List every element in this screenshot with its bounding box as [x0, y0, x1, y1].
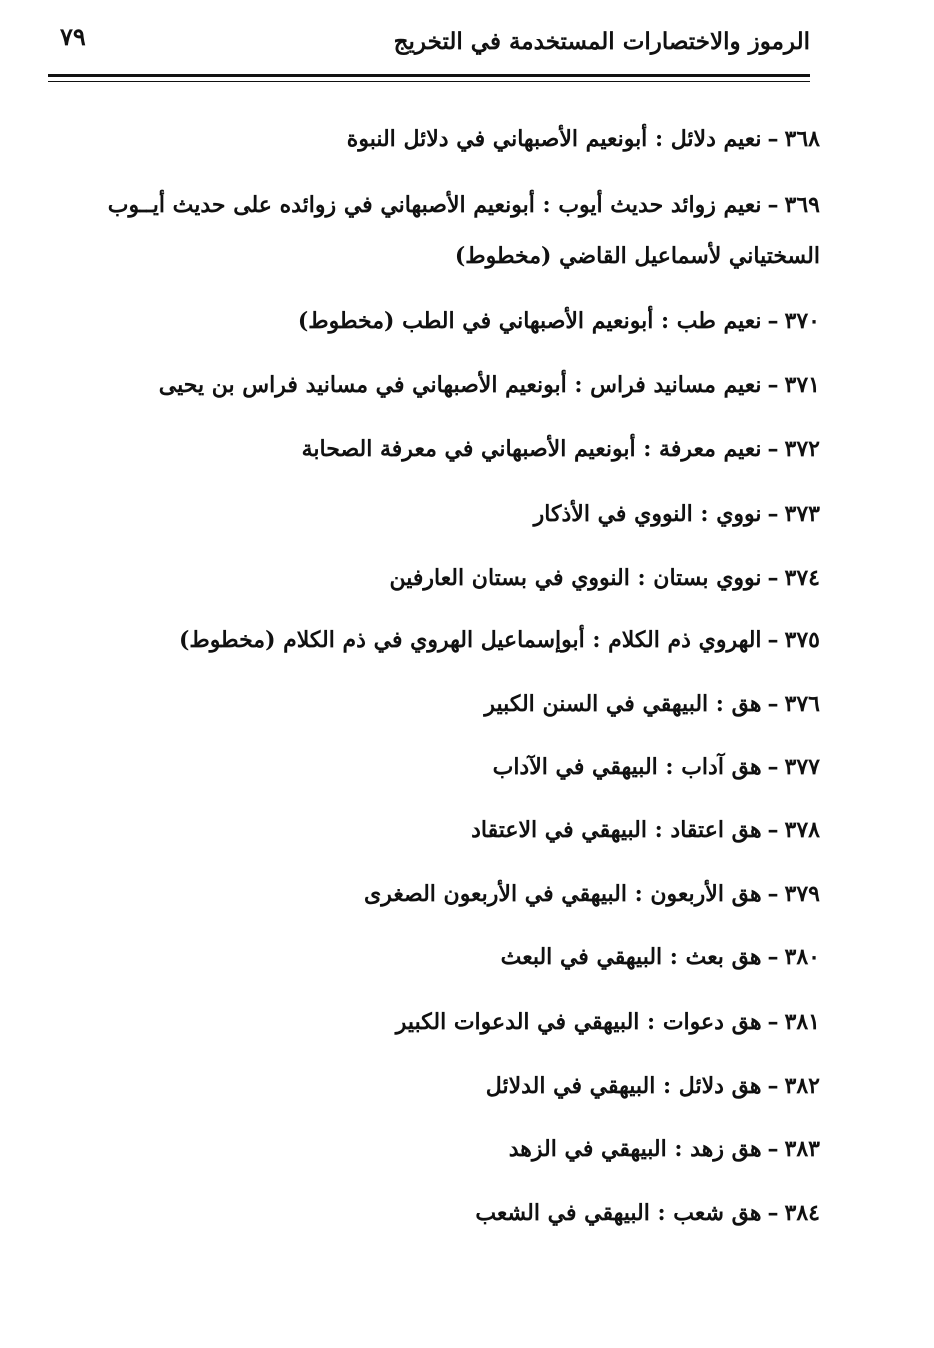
- list-item: [52, 563, 820, 594]
- entry-text: هق زهد : البيهقي في الزهد: [508, 1136, 762, 1162]
- list-item: [52, 879, 820, 910]
- entry-number: ٣٧٧: [784, 754, 820, 780]
- entry-number: ٣٨١: [784, 1009, 820, 1035]
- entry-dash: –: [767, 691, 779, 717]
- list-item: [52, 434, 820, 465]
- entry-number: ٣٦٩: [784, 192, 820, 218]
- entry-text: هق : البيهقي في السنن الكبير: [484, 691, 762, 717]
- list-item: [52, 689, 820, 720]
- list-item: [52, 499, 820, 530]
- entry-dash: –: [767, 754, 779, 780]
- entry-dash: –: [767, 1009, 779, 1035]
- entry-dash: –: [767, 501, 779, 527]
- entry-text: نووي بستان : النووي في بستان العارفين: [389, 565, 762, 591]
- entry-dash: –: [767, 192, 779, 218]
- entry-dash: –: [767, 627, 779, 653]
- entry-dash: –: [767, 817, 779, 843]
- entry-number: ٣٧٢: [784, 436, 820, 462]
- entry-number: ٣٧٤: [784, 565, 820, 591]
- entry-number: ٣٨٠: [784, 944, 820, 970]
- header-rule: [48, 74, 810, 82]
- list-item: [52, 625, 820, 656]
- list-item: [52, 1134, 820, 1165]
- entry-text: هق اعتقاد : البيهقي في الاعتقاد: [471, 817, 762, 843]
- page-number: ٧٩: [60, 22, 86, 51]
- list-item: [52, 1007, 820, 1038]
- list-item: [52, 1071, 820, 1102]
- entry-number: ٣٧٥: [784, 627, 820, 653]
- entry-text: نعيم دلائل : أبونعيم الأصبهاني في دلائل النبوة: [346, 126, 762, 152]
- entry-text: نعيم طب : أبونعيم الأصبهاني في الطب (مخطوط): [297, 308, 762, 334]
- entry-text: هق آداب : البيهقي في الآداب: [492, 754, 762, 780]
- entry-text: نووي : النووي في الأذكار: [533, 501, 762, 527]
- entry-dash: –: [767, 1073, 779, 1099]
- entry-number: ٣٧٦: [784, 691, 820, 717]
- entry-number: ٣٧٩: [784, 881, 820, 907]
- entry-continuation: السختياني لأسماعيل القاضي (مخطوط): [454, 243, 820, 269]
- list-item: [52, 942, 820, 973]
- entry-dash: –: [767, 881, 779, 907]
- entry-number: ٣٧٠: [784, 308, 820, 334]
- entry-number: ٣٦٨: [784, 126, 820, 152]
- entry-dash: –: [767, 1200, 779, 1226]
- header-title: الرموز والاختصارات المستخدمة في التخريج: [393, 28, 810, 55]
- entry-number: ٣٧٨: [784, 817, 820, 843]
- list-item: [52, 1198, 820, 1229]
- entry-text: الهروي ذم الكلام : أبوإسماعيل الهروي في ذم الكلام (مخطوط): [178, 627, 762, 653]
- entry-text: نعيم مسانيد فراس : أبونعيم الأصبهاني في مسانيد فراس بن يحيى: [158, 372, 762, 398]
- entry-number: ٣٧٣: [784, 501, 820, 527]
- list-item: [52, 124, 820, 155]
- list-item: [52, 190, 820, 271]
- entry-text: نعيم معرفة : أبونعيم الأصبهاني في معرفة الصحابة: [301, 436, 762, 462]
- entry-number: ٣٨٢: [784, 1073, 820, 1099]
- entry-number: ٣٨٣: [784, 1136, 820, 1162]
- entry-text: هق الأربعون : البيهقي في الأربعون الصغرى: [364, 881, 762, 907]
- entry-dash: –: [767, 944, 779, 970]
- entry-number: ٣٧١: [784, 372, 820, 398]
- running-header: [48, 20, 810, 70]
- entry-text: هق بعث : البيهقي في البعث: [500, 944, 762, 970]
- list-item: [52, 370, 820, 401]
- entry-text: هق شعب : البيهقي في الشعب: [475, 1200, 762, 1226]
- entry-dash: –: [767, 565, 779, 591]
- entry-dash: –: [767, 1136, 779, 1162]
- entry-dash: –: [767, 308, 779, 334]
- entry-text: نعيم زوائد حديث أيوب : أبونعيم الأصبهاني في زوائده على حديث أيــوب: [107, 192, 762, 218]
- list-item: [52, 752, 820, 783]
- entry-dash: –: [767, 372, 779, 398]
- entry-dash: –: [767, 436, 779, 462]
- entry-text: هق دلائل : البيهقي في الدلائل: [485, 1073, 762, 1099]
- list-item: [52, 306, 820, 337]
- entry-text: هق دعوات : البيهقي في الدعوات الكبير: [395, 1009, 762, 1035]
- entry-dash: –: [767, 126, 779, 152]
- entry-number: ٣٨٤: [784, 1200, 820, 1226]
- list-item: [52, 815, 820, 846]
